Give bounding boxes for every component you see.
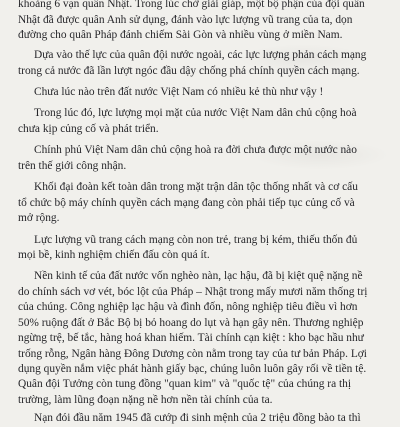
text-line: mọi bề, kinh nghiệm chiến đấu còn quá ít. bbox=[18, 249, 210, 261]
text-line: Khối đại đoàn kết toàn dân trong mặt trận dân tộc thống nhất và cơ cấu bbox=[34, 181, 358, 193]
text-line: tổ chức bộ máy chính quyền cách mạng đang còn phải tiếp tục củng cố và bbox=[18, 197, 355, 209]
text-line: ngừng trệ, bế tắc, hàng hoá khan hiếm. Tài chính cạn kiệt : kho bạc hầu như bbox=[18, 332, 364, 344]
text-line: Lực lượng vũ trang cách mạng còn non trẻ, trang bị kém, thiếu thốn đủ bbox=[34, 234, 358, 246]
text-line: trong cả nước đã lần lượt ngóc đầu dậy chống phá chính quyền cách mạng. bbox=[18, 65, 360, 77]
text-line: Nhật đã được quân Anh sử dụng, đánh vào lực lượng vũ trang của ta, dọn bbox=[18, 14, 353, 26]
text-line: trên thế giới công nhận. bbox=[18, 160, 127, 172]
text-line: Nền kinh tế của đất nước vốn nghèo nàn, lạc hậu, đã bị kiệt quệ nặng nề bbox=[34, 270, 363, 282]
text-line: Nạn đói đầu năm 1945 đã cướp đi sinh mệnh của 2 triệu đồng bào ta thì bbox=[34, 412, 361, 424]
text-line: Trong lúc đó, lực lượng mọi mặt của nước Việt Nam dân chủ cộng hoà bbox=[34, 107, 357, 119]
text-line: do chính sách vơ vét, bóc lột của Pháp – Nhật trong mấy mươi năm thống trị bbox=[18, 286, 368, 298]
text-line: Dựa vào thế lực của quân đội nước ngoài, các lực lượng phản cách mạng bbox=[34, 49, 367, 61]
text-line: 50% ruộng đất ở Bắc Bộ bị bỏ hoang do lụt và hạn gây nên. Thương nghiệp bbox=[18, 317, 364, 329]
text-line: mở rộng. bbox=[18, 212, 60, 224]
text-line: Quân đội Tưởng còn tung đồng "quan kim" và "quốc tệ" của chúng ra thị bbox=[18, 378, 352, 390]
text-line: khoảng 6 vạn quân Nhật. Trong lúc chờ giải giáp, một bộ phận của đội quân bbox=[18, 0, 365, 10]
text-line: đường cho quân Pháp đánh chiếm Sài Gòn và nhiều vùng ở miền Nam. bbox=[18, 29, 343, 41]
text-line: dụng quyền nắm việc phát hành giấy bạc, chúng luôn luôn gây rối về tiền tệ. bbox=[18, 363, 367, 375]
text-line: Chính phủ Việt Nam dân chủ cộng hoà ra đời chưa được một nước nào bbox=[34, 144, 357, 156]
text-line: Chưa lúc nào trên đất nước Việt Nam có nhiều kẻ thù như vậy ! bbox=[34, 86, 324, 98]
text-line: của chúng. Công nghiệp lạc hậu và đình đốn, nông nghiệp tiêu điều vì hơn bbox=[18, 301, 358, 313]
text-line: chưa kịp củng cố và phát triển. bbox=[18, 123, 159, 135]
text-line: trống rỗng, Ngân hàng Đông Dương còn nằm trong tay của tư bản Pháp. Lợi bbox=[18, 348, 367, 360]
text-line: trường, làm lũng đoạn nặng nề hơn nền tài chính của ta. bbox=[18, 394, 273, 406]
